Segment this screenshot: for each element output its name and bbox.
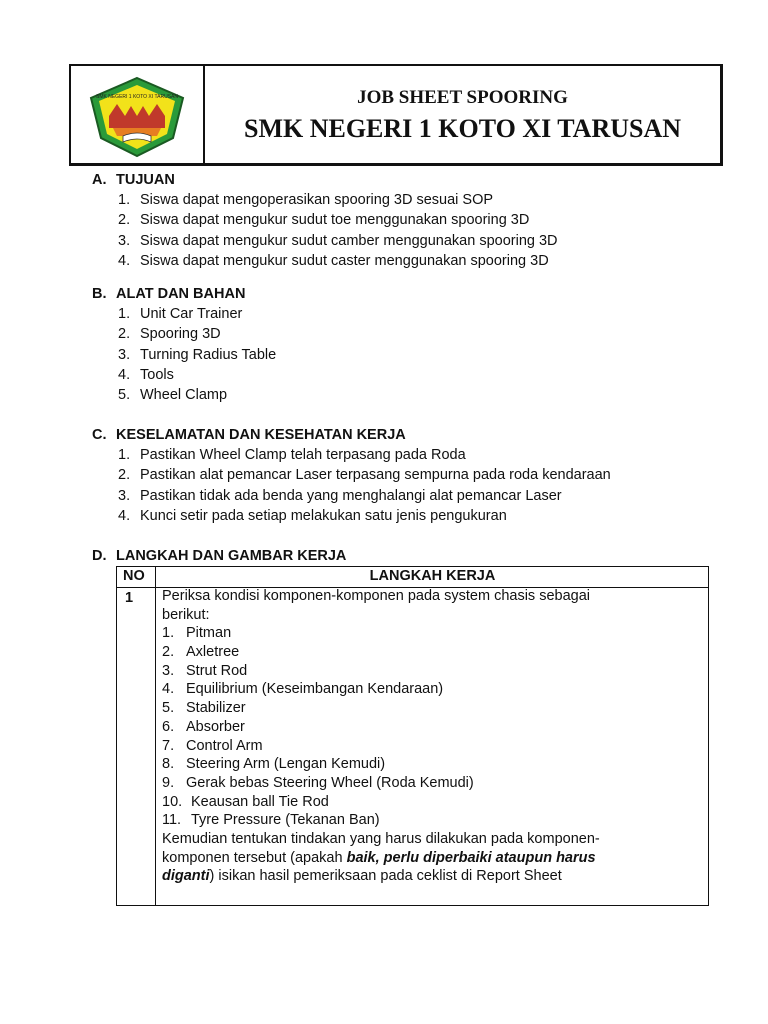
item-text: Equilibrium (Keseimbangan Kendaraan)	[186, 681, 444, 698]
section-title: TUJUAN	[116, 172, 175, 188]
item-text: Wheel Clamp	[140, 387, 228, 404]
row-number: 1	[125, 590, 134, 606]
section-langkah	[92, 546, 732, 566]
section-heading	[92, 170, 732, 190]
item-number: 3.	[118, 232, 131, 249]
column-divider	[155, 566, 156, 905]
component-item	[162, 680, 702, 699]
section-heading	[92, 284, 732, 304]
item-text: Kunci setir pada setiap melakukan satu jenis pengukuran	[140, 507, 507, 524]
item-number: 4.	[118, 507, 131, 524]
section-letter: C.	[92, 427, 107, 443]
item-number: 1.	[118, 447, 131, 463]
item-text: Strut Rod	[186, 662, 248, 679]
header-box	[69, 64, 723, 166]
title-cell	[205, 66, 720, 163]
item-number: 3.	[118, 346, 131, 363]
list-item	[92, 486, 732, 506]
item-text: Keausan ball Tie Rod	[191, 793, 329, 810]
item-text: Tools	[140, 366, 174, 383]
item-number: 3.	[162, 662, 175, 679]
item-number: 4.	[162, 681, 175, 698]
section-letter: B.	[92, 286, 107, 302]
item-number: 11.	[162, 812, 182, 829]
item-number: 2.	[162, 644, 175, 661]
item-number: 1.	[118, 306, 131, 322]
component-item	[162, 755, 702, 774]
list-item	[92, 304, 732, 324]
intro-line: Periksa kondisi komponen-komponen pada system chasis sebagai	[162, 588, 590, 604]
component-item	[162, 811, 702, 830]
item-text: Siswa dapat mengukur sudut caster menggunakan spooring 3D	[140, 252, 549, 269]
item-number: 3.	[118, 487, 131, 504]
item-number: 4.	[118, 252, 131, 269]
item-number: 7.	[162, 737, 175, 754]
item-number: 4.	[118, 366, 131, 383]
column-header-langkah: LANGKAH KERJA	[369, 568, 496, 584]
closing-text: komponen tersebut (apakah	[162, 849, 347, 866]
item-text: Spooring 3D	[140, 326, 221, 343]
item-text: Siswa dapat mengukur sudut camber menggunakan spooring 3D	[140, 232, 558, 249]
list-item	[92, 231, 732, 251]
item-number: 2.	[118, 326, 131, 343]
section-heading	[92, 546, 732, 566]
item-number: 5.	[162, 700, 175, 717]
item-number: 5.	[118, 387, 131, 404]
component-item	[162, 774, 702, 793]
logo-text: SMK NEGERI 1 KOTO XI TARUSAN	[96, 94, 178, 100]
list-item	[92, 365, 732, 385]
closing-emphasis: baik, perlu diperbaiki ataupun harus	[346, 849, 596, 866]
component-item	[162, 662, 702, 681]
list-item	[92, 445, 732, 465]
section-letter: A.	[92, 172, 107, 188]
item-text: Pastikan Wheel Clamp telah terpasang pada Roda	[140, 447, 466, 463]
item-text: Stabilizer	[186, 700, 246, 717]
intro-line: berikut:	[162, 606, 210, 623]
item-number: 10.	[162, 793, 183, 810]
item-number: 2.	[118, 212, 131, 229]
logo-cell	[71, 66, 205, 163]
school-name: SMK NEGERI 1 KOTO XI TARUSAN	[243, 114, 682, 143]
item-number: 1.	[162, 625, 175, 642]
closing-line: Kemudian tentukan tindakan yang harus dilakukan pada komponen-	[162, 830, 600, 847]
section-title: KESELAMATAN DAN KESEHATAN KERJA	[116, 427, 406, 443]
section-title: ALAT DAN BAHAN	[116, 286, 246, 302]
closing-line	[162, 867, 702, 886]
step-cell	[162, 587, 702, 886]
item-number: 1.	[118, 192, 131, 208]
school-logo	[87, 76, 187, 158]
section-alat-bahan	[92, 284, 732, 405]
closing-text: ) isikan hasil pemeriksaan pada ceklist di Report Sheet	[209, 868, 562, 885]
section-heading	[92, 425, 732, 445]
steps-table	[116, 566, 709, 906]
item-text: Pastikan alat pemancar Laser terpasang sempurna pada roda kendaraan	[140, 467, 611, 484]
item-text: Pitman	[186, 625, 232, 642]
item-text: Siswa dapat mengukur sudut toe menggunakan spooring 3D	[140, 212, 530, 229]
item-text: Pastikan tidak ada benda yang menghalangi alat pemancar Laser	[140, 487, 562, 504]
item-number: 6.	[162, 718, 175, 735]
section-tujuan	[92, 170, 732, 271]
section-title: LANGKAH DAN GAMBAR KERJA	[116, 548, 347, 564]
list-item	[92, 251, 732, 271]
item-text: Steering Arm (Lengan Kemudi)	[186, 756, 386, 773]
list-item	[92, 465, 732, 485]
component-item	[162, 718, 702, 737]
item-text: Control Arm	[186, 737, 263, 754]
item-text: Gerak bebas Steering Wheel (Roda Kemudi)	[186, 774, 474, 791]
component-item	[162, 643, 702, 662]
component-item	[162, 737, 702, 756]
component-item	[162, 793, 702, 812]
item-number: 9.	[162, 774, 175, 791]
section-letter: D.	[92, 548, 107, 564]
job-sheet-title: JOB SHEET SPOORING	[357, 87, 568, 108]
list-item	[92, 210, 732, 230]
list-item	[92, 345, 732, 365]
item-number: 2.	[118, 467, 131, 484]
list-item	[92, 190, 732, 210]
component-item	[162, 624, 702, 643]
section-k3	[92, 425, 732, 526]
table-header-row	[117, 566, 708, 588]
closing-line	[162, 849, 702, 868]
list-item	[92, 506, 732, 526]
list-item	[92, 324, 732, 344]
closing-emphasis: diganti	[162, 868, 210, 885]
list-item	[92, 385, 732, 405]
item-text: Siswa dapat mengoperasikan spooring 3D sesuai SOP	[140, 192, 494, 208]
item-text: Tyre Pressure (Tekanan Ban)	[191, 812, 380, 829]
item-text: Unit Car Trainer	[140, 306, 243, 322]
column-header-no: NO	[123, 568, 145, 584]
item-text: Absorber	[186, 718, 245, 735]
item-number: 8.	[162, 756, 175, 773]
item-text: Axletree	[186, 644, 240, 661]
item-text: Turning Radius Table	[140, 346, 277, 363]
component-item	[162, 699, 702, 718]
